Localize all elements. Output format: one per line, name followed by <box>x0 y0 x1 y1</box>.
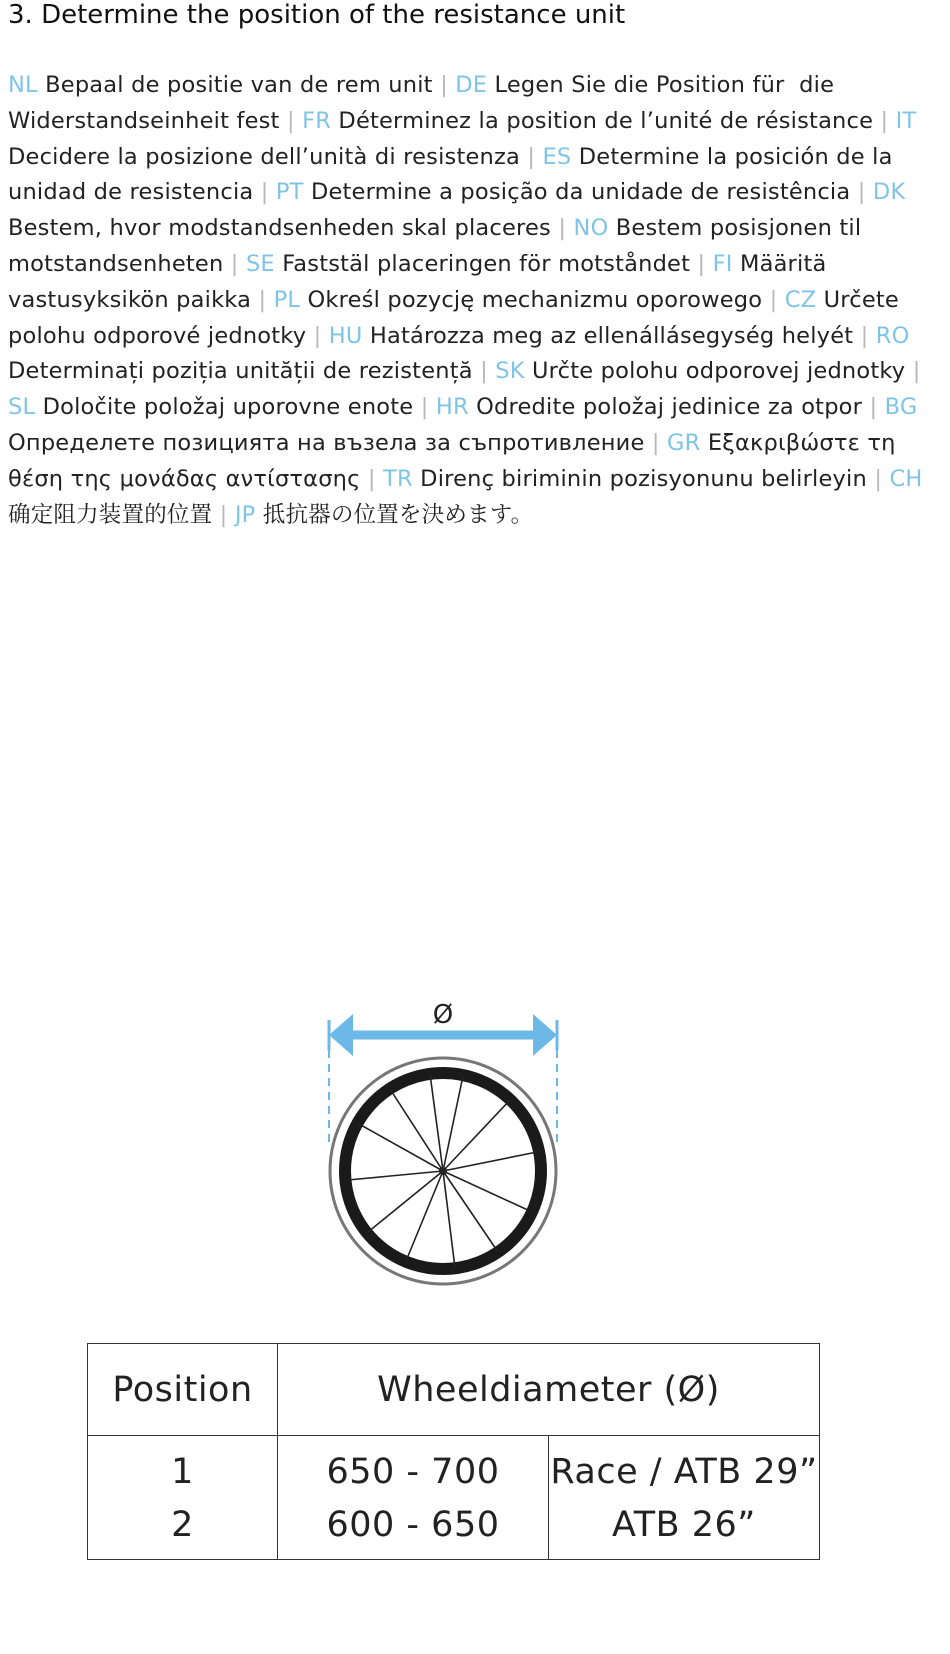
separator: | <box>440 72 448 98</box>
wheel-type-cell: Race / ATB 29” <box>549 1436 820 1499</box>
language-code: DE <box>455 72 488 98</box>
translation-text: Direnç biriminin pozisyonunu belirleyin <box>420 465 867 492</box>
translation-item <box>495 358 905 384</box>
translation-text: Legen Sie die Position für die Widerstandseinheit fest <box>8 72 842 134</box>
translation-item <box>302 108 873 134</box>
separator: | <box>219 501 228 528</box>
separator: | <box>420 394 429 421</box>
wheel-diameter-table <box>87 1343 820 1560</box>
translation-item <box>274 287 763 313</box>
language-code: SK <box>495 358 525 385</box>
language-code: BG <box>884 394 918 421</box>
translation-text: Decidere la posizione dell’unità di resistenza <box>8 143 520 170</box>
language-code: SL <box>8 394 36 421</box>
language-code: RO <box>875 322 910 349</box>
language-code: JP <box>234 501 256 528</box>
separator: | <box>313 322 322 349</box>
language-code: HR <box>435 394 469 421</box>
translation-text: Určete polohu odporové jednotky <box>8 286 899 349</box>
separator: | <box>480 358 488 385</box>
table-header-row <box>88 1344 820 1436</box>
translation-item <box>276 179 850 205</box>
language-code: GR <box>667 429 701 456</box>
language-code: DK <box>872 179 906 206</box>
separator: | <box>869 394 878 421</box>
translation-item <box>329 323 854 349</box>
translation-text: 抵抗器の位置を決めます。 <box>262 501 534 528</box>
language-code: TR <box>383 465 413 492</box>
language-code: NL <box>8 72 38 98</box>
translation-text: Εξακριβώστε τη θέση της μονάδας αντίστασης <box>8 429 896 492</box>
language-code: PL <box>273 286 301 313</box>
language-code: FI <box>712 250 733 277</box>
translation-text: Určte polohu odporovej jednotky <box>532 358 906 385</box>
range-cell: 600 - 650 <box>278 1499 549 1560</box>
language-code: HU <box>328 322 363 349</box>
translation-item <box>8 72 433 98</box>
translation-text: Determinați poziția unității de rezistență <box>8 358 473 385</box>
separator: | <box>286 107 295 134</box>
translation-text: Określ pozycję mechanizmu oporowego <box>307 286 763 313</box>
language-code: NO <box>573 215 609 242</box>
translation-item <box>8 394 413 420</box>
wheel-type-cell: ATB 26” <box>549 1499 820 1560</box>
translation-item <box>436 394 862 420</box>
separator: | <box>258 286 267 313</box>
range-cell: 650 - 700 <box>278 1436 549 1499</box>
language-code: CZ <box>784 286 817 313</box>
translation-text: Determine la posición de la unidad de resistencia <box>8 143 893 206</box>
diameter-arrow-icon <box>329 1014 557 1056</box>
translations-paragraph <box>8 68 933 533</box>
translation-text: Bestem, hvor modstandsenheden skal placeres <box>8 215 551 242</box>
separator: | <box>558 215 567 242</box>
language-code: IT <box>895 107 917 134</box>
translation-text: Bepaal de positie van de rem unit <box>45 72 433 98</box>
translation-text: Määritä vastusyksikön paikka <box>8 250 827 313</box>
separator: | <box>260 179 269 206</box>
translation-text: Faststäl placeringen för motståndet <box>282 250 691 277</box>
dimension-lines <box>329 1050 557 1148</box>
language-code: FR <box>302 107 332 134</box>
translation-text: Определете позицията на възела за съпротивление <box>8 429 645 456</box>
table-row <box>88 1499 820 1560</box>
separator: | <box>874 465 883 492</box>
translation-item <box>246 251 690 277</box>
separator: | <box>527 143 536 170</box>
position-header: Position <box>88 1344 278 1436</box>
separator: | <box>230 250 239 277</box>
language-code: CH <box>889 465 923 492</box>
translation-text: Odredite položaj jedinice za otpor <box>476 394 863 421</box>
separator: | <box>880 107 889 134</box>
translation-item <box>235 502 534 528</box>
separator: | <box>912 358 921 385</box>
translation-text: Bestem posisjonen til motstandsenheten <box>8 215 862 277</box>
translation-text: Déterminez la position de l’unité de résistance <box>338 107 874 134</box>
separator: | <box>651 429 660 456</box>
language-code: ES <box>542 143 572 170</box>
diameter-symbol: Ø <box>432 1000 454 1030</box>
translation-text: 确定阻力装置的位置 <box>8 501 213 528</box>
separator: | <box>857 179 866 206</box>
translation-item <box>383 466 867 492</box>
separator: | <box>697 250 706 277</box>
translation-text: Determine a posição da unidade de resistência <box>310 179 851 206</box>
separator: | <box>367 465 376 492</box>
page-title: 3. Determine the position of the resistance unit <box>8 0 626 30</box>
separator: | <box>860 322 869 349</box>
bicycle-wheel-icon <box>330 1058 556 1284</box>
translation-text: Határozza meg az ellenállásegység helyét <box>369 322 854 349</box>
language-code: PT <box>275 179 304 206</box>
language-code: SE <box>245 250 275 277</box>
translation-text: Določite položaj uporovne enote <box>42 394 414 421</box>
position-cell: 1 <box>88 1436 278 1499</box>
wheeldiameter-header: Wheeldiameter (Ø) <box>278 1344 820 1436</box>
table-row <box>88 1436 820 1499</box>
separator: | <box>769 286 778 313</box>
position-cell: 2 <box>88 1499 278 1560</box>
